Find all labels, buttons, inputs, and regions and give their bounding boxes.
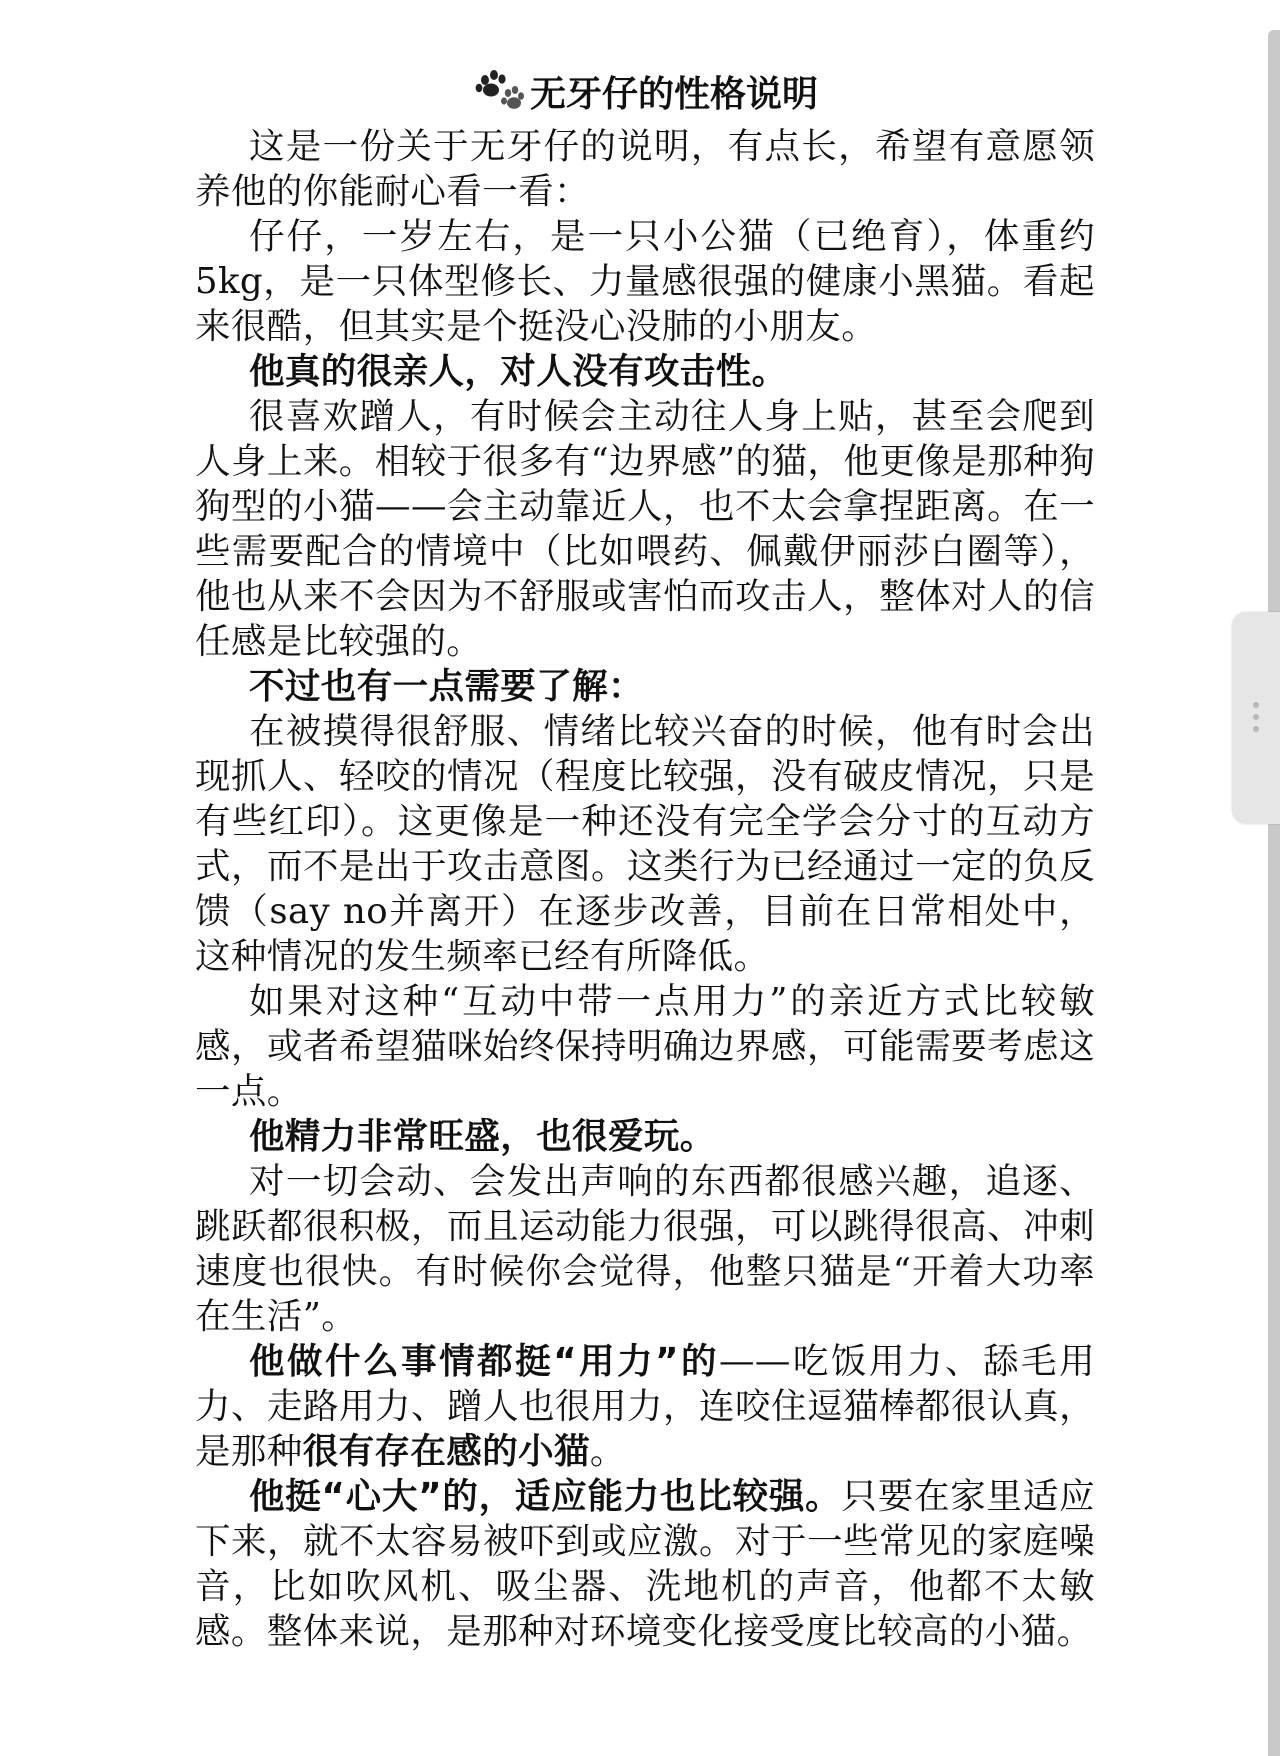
paragraph xyxy=(195,664,1095,709)
paragraph-list xyxy=(195,124,1095,1654)
body-text: 只要在家里适应下来，就不太容易被吓到或应激。对于一些常见的家庭噪音，比如吹风机、吸尘器、洗地机的声音，他都不太敏感。整体来说，是那种对环境变化接受度比较高的小猫。 xyxy=(195,1476,1095,1652)
paragraph xyxy=(195,1339,1095,1474)
scrollbar-handle[interactable] xyxy=(1232,612,1280,824)
body-text: 。 xyxy=(589,1431,626,1472)
body-text: 在被摸得很舒服、情绪比较兴奋的时候，他有时会出现抓人、轻咬的情况（程度比较强，没有破皮情况，只是有些红印）。这更像是一种还没有完全学会分寸的互动方式，而不是出于攻击意图。这类行为已经通过一定的负反馈（say no并离开）在逐步改善，目前在日常相处中，这种情况的发生频率已经有所降低。 xyxy=(195,711,1095,977)
bold-text: 他真的很亲人，对人没有攻击性。 xyxy=(249,351,788,392)
bold-text: 不过也有一点需要了解： xyxy=(249,666,644,707)
document-body xyxy=(195,68,1095,1654)
bold-text: 他精力非常旺盛，也很爱玩。 xyxy=(249,1116,716,1157)
paragraph xyxy=(195,1474,1095,1654)
paragraph xyxy=(195,349,1095,394)
document-title-text: 无牙仔的性格说明 xyxy=(529,74,818,115)
paragraph xyxy=(195,214,1095,349)
paragraph xyxy=(195,124,1095,214)
body-text: 对一切会动、会发出声响的东西都很感兴趣，追逐、跳跃都很积极，而且运动能力很强，可以跳得很高、冲刺速度也很快。有时候你会觉得，他整只猫是“开着大功率在生活”。 xyxy=(195,1161,1095,1337)
body-text: ——吃饭用力、舔毛用力、走路用力、蹭人也很用力，连咬住逗猫棒都很认真，是那种 xyxy=(195,1341,1095,1472)
paragraph xyxy=(195,394,1095,664)
scrollbar-track[interactable] xyxy=(1268,30,1280,1756)
bold-text: 很有存在感的小猫 xyxy=(302,1431,590,1472)
body-text: 如果对这种“互动中带一点用力”的亲近方式比较敏感，或者希望猫咪始终保持明确边界感，可能需要考虑这一点。 xyxy=(195,981,1095,1112)
paragraph xyxy=(195,979,1095,1114)
paw-icon xyxy=(472,68,526,112)
body-text: 仔仔，一岁左右，是一只小公猫（已绝育），体重约5kg，是一只体型修长、力量感很强的健康小黑猫。看起来很酷，但其实是个挺没心没肺的小朋友。 xyxy=(195,216,1095,347)
paragraph xyxy=(195,709,1095,979)
bold-text: 他挺“心大”的，适应能力也比较强。 xyxy=(249,1476,842,1517)
body-text: 很喜欢蹭人，有时候会主动往人身上贴，甚至会爬到人身上来。相较于很多有“边界感”的猫，他更像是那种狗狗型的小猫——会主动靠近人，也不太会拿捏距离。在一些需要配合的情境中（比如喂药、佩戴伊丽莎白圈等），他也从来不会因为不舒服或害怕而攻击人，整体对人的信任感是比较强的。 xyxy=(195,396,1095,662)
body-text: 这是一份关于无牙仔的说明，有点长，希望有意愿领养他的你能耐心看一看： xyxy=(195,126,1095,212)
bold-text: 他做什么事情都挺“用力”的 xyxy=(249,1341,719,1382)
paragraph xyxy=(195,1159,1095,1339)
paragraph xyxy=(195,1114,1095,1159)
document-title xyxy=(195,68,1095,122)
